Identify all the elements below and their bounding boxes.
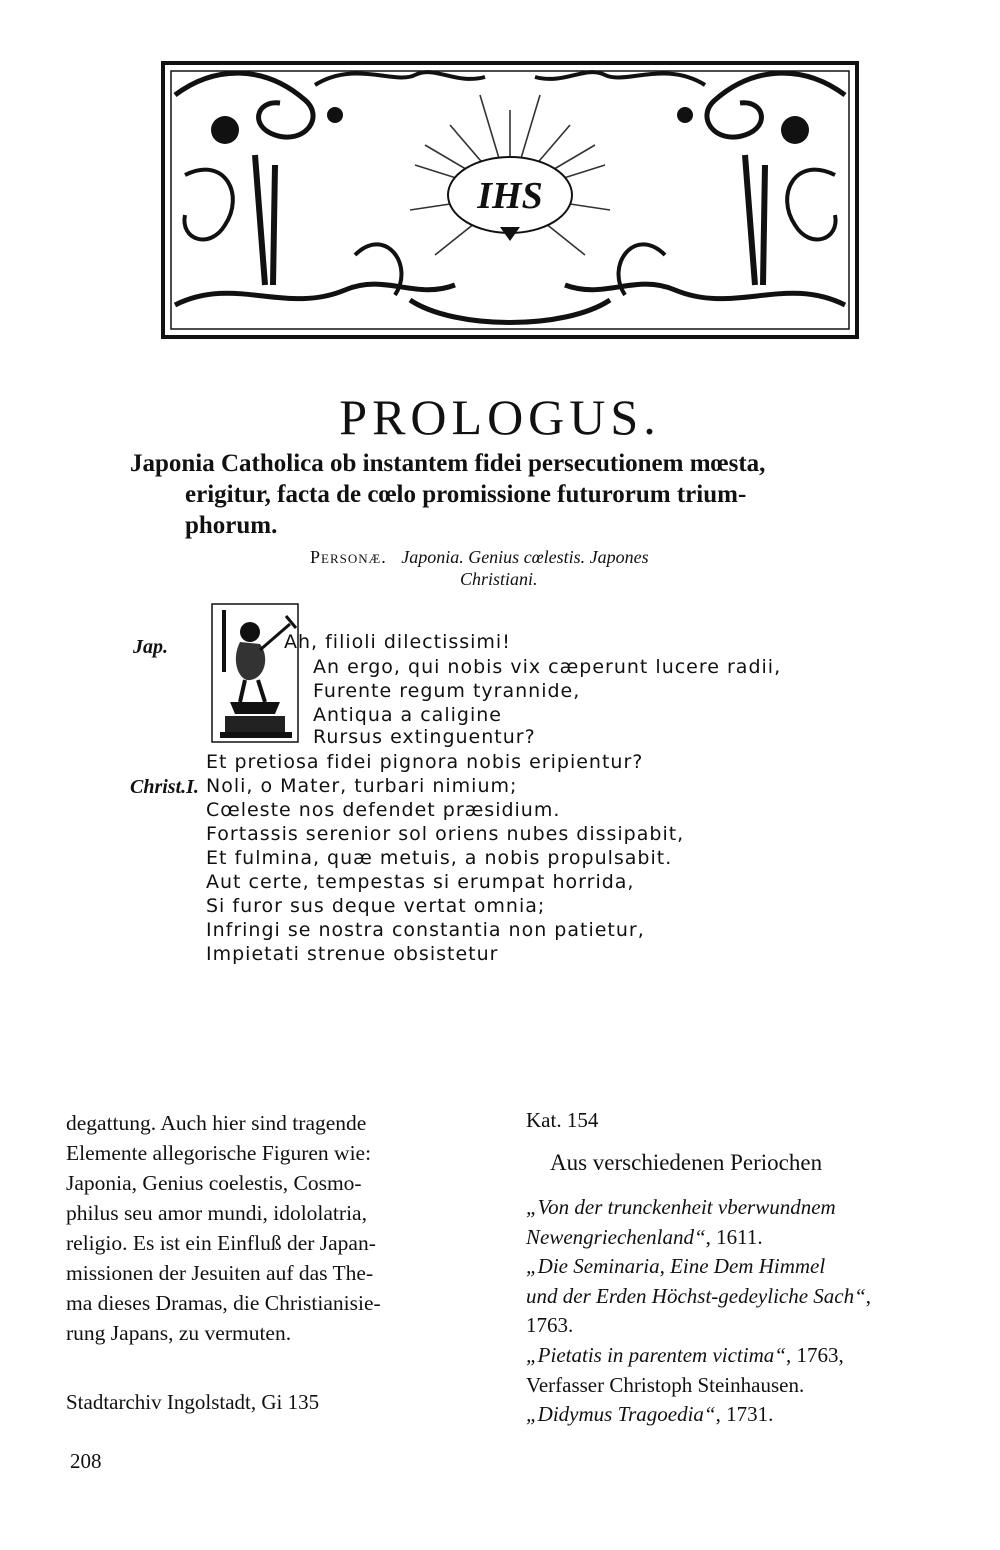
prologue-argument (130, 448, 875, 541)
argument-line: erigitur, facta de cœlo promissione futurorum trium- (185, 481, 747, 508)
entry-title: „Pietatis in parentem victima“ (526, 1342, 786, 1367)
catalog-number: Kat. 154 (526, 1108, 599, 1132)
entry-year: , 1763, (785, 1342, 844, 1367)
entry-year: 1763. (526, 1313, 574, 1338)
entry-title: und der Erden Höchst-gedeyliche Sach“ (526, 1283, 866, 1308)
verse-line: Si furor sus deque vertat omnia; (206, 895, 546, 917)
entry-title: „Didymus Tragoedia“ (526, 1402, 716, 1427)
verse-line: Furente regum tyrannide, (313, 680, 581, 702)
speaker-christianus: Christ.I. (130, 776, 199, 798)
personae-list-cont: Christiani. (460, 569, 538, 589)
entry-year: , 1731. (715, 1402, 774, 1427)
commentary-text (66, 1108, 466, 1348)
commentary-line: religio. Es ist ein Einfluß der Japan- (66, 1231, 376, 1255)
argument-line: Japonia Catholica ob instantem fidei persecutionem mœsta, (130, 450, 766, 477)
verse-line: Infringi se nostra constantia non patietur, (206, 919, 645, 941)
catalog-entries (526, 1193, 926, 1430)
catalog-heading: Aus verschiedenen Periochen (550, 1150, 823, 1175)
entry-author: Verfasser Christoph Steinhausen. (526, 1372, 805, 1397)
verse-line: Et fulmina, quæ metuis, a nobis propulsabit. (206, 847, 673, 869)
verse-line: Noli, o Mater, turbari nimium; (206, 775, 518, 797)
personae-list: Japonia. Genius cœlestis. Japones (401, 547, 649, 567)
commentary-line: philus seu amor mundi, idololatria, (66, 1201, 367, 1225)
verse-line: Rursus extinguentur? (313, 726, 536, 748)
entry-title: „Von der trunckenheit vberwundnem (526, 1195, 836, 1219)
ihs-monogram: IHS (477, 175, 543, 217)
commentary-line: Japonia, Genius coelestis, Cosmo- (66, 1171, 362, 1195)
verse-line: Impietati strenue obsistetur (206, 943, 499, 965)
verse-line: Cœleste nos defendet præsidium. (206, 799, 561, 821)
commentary-line: rung Japans, zu vermuten. (66, 1321, 292, 1345)
verse-line: Ah, filioli dilectissimi! (284, 631, 511, 653)
entry-title: „Die Seminaria, Eine Dem Himmel (526, 1254, 826, 1279)
archive-reference: Stadtarchiv Ingolstadt, Gi 135 (66, 1390, 320, 1414)
verse-line: Antiqua a caligine (313, 704, 502, 726)
dramatis-personae (310, 546, 830, 590)
entry-year: , 1611. (705, 1224, 763, 1249)
personae-label: Personæ. (310, 547, 387, 567)
entry-title: Newengriechenland“ (526, 1224, 706, 1249)
entry-year: , (865, 1283, 872, 1308)
decorated-initial-figure (210, 602, 300, 744)
commentary-line: degattung. Auch hier sind tragende (66, 1111, 367, 1135)
verse-line: Aut certe, tempestas si erumpat horrida, (206, 871, 635, 893)
verse-line: Et pretiosa fidei pignora nobis eripientur? (206, 751, 644, 773)
ornamental-headpiece (155, 55, 865, 345)
page-title: PROLOGUS. (339, 389, 661, 445)
argument-line: phorum. (185, 512, 278, 539)
verse-line: Fortassis serenior sol oriens nubes dissipabit, (206, 823, 685, 845)
speaker-japonia: Jap. (133, 636, 168, 658)
commentary-line: missionen der Jesuiten auf das The- (66, 1261, 374, 1285)
verse-line: An ergo, qui nobis vix cæperunt lucere radii, (313, 656, 782, 678)
commentary-line: Elemente allegorische Figuren wie: (66, 1141, 372, 1165)
commentary-line: ma dieses Dramas, die Christianisie- (66, 1291, 381, 1315)
page-number: 208 (70, 1449, 102, 1473)
